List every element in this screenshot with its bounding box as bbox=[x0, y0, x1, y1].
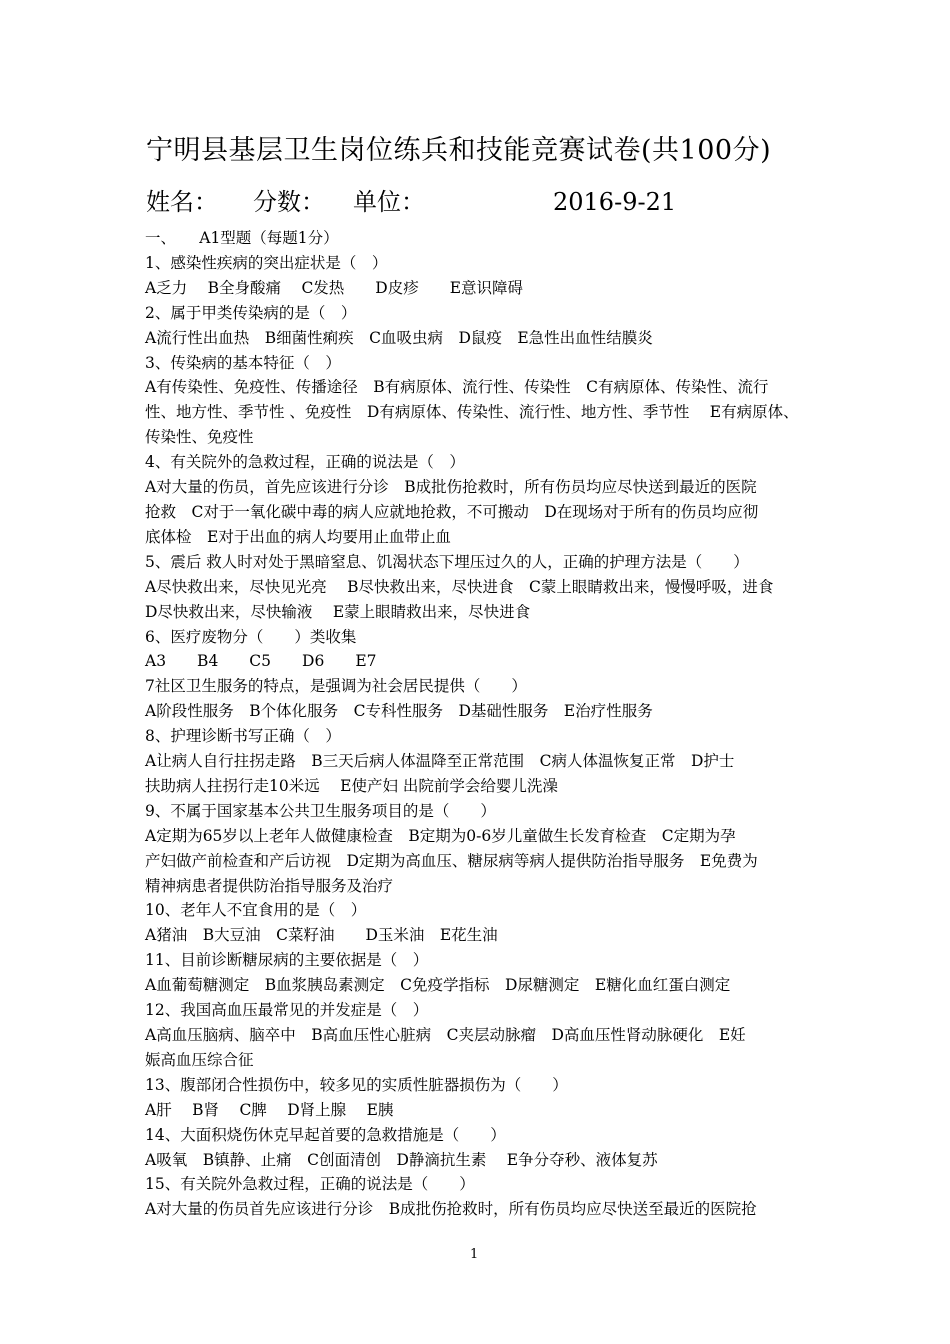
page-number: 1 bbox=[470, 1247, 479, 1262]
text-line: A肝 B肾 C脾 D肾上腺 E胰 bbox=[145, 1100, 394, 1119]
text-line: 12、我国高血压最常见的并发症是（ ） bbox=[145, 1001, 429, 1020]
score-label: 分数： bbox=[253, 188, 325, 216]
text-line: A对大量的伤员，首先应该进行分诊 B成批伤抢救时，所有伤员均应尽快送到最近的医院 bbox=[145, 478, 757, 497]
text-line: 11、目前诊断糖尿病的主要依据是（ ） bbox=[145, 951, 429, 970]
text-line: 8、护理诊断书写正确（ ） bbox=[145, 727, 341, 746]
text-line: 10、老年人不宜食用的是（ ） bbox=[145, 901, 367, 920]
text-line: D尽快救出来，尽快输液 E蒙上眼睛救出来，尽快进食 bbox=[145, 602, 531, 621]
exam-date: 2016-9-21 bbox=[553, 188, 677, 216]
text-line: 3、传染病的基本特征（ ） bbox=[145, 353, 341, 372]
text-line: A阶段性服务 B个体化服务 C专科性服务 D基础性服务 E治疗性服务 bbox=[145, 702, 653, 721]
text-line: A有传染性、免疫性、传播途径 B有病原体、流行性、传染性 C有病原体、传染性、流行 bbox=[145, 378, 769, 397]
text-line: A乏力 B全身酸痛 C发热 D皮疹 E意识障碍 bbox=[145, 278, 524, 297]
text-line: 性、地方性、季节性 、免疫性 D有病原体、传染性、流行性、地方性、季节性 E有病原体、 bbox=[145, 403, 799, 422]
text-line: 底体检 E对于出血的病人均要用止血带止血 bbox=[145, 527, 451, 546]
text-line: A流行性出血热 B细菌性痢疾 C血吸虫病 D鼠疫 E急性出血性结膜炎 bbox=[145, 328, 653, 347]
text-line: 2、属于甲类传染病的是（ ） bbox=[145, 303, 357, 322]
text-line: 传染性、免疫性 bbox=[145, 428, 254, 447]
text-line: A高血压脑病、脑卒中 B高血压性心脏病 C夹层动脉瘤 D高血压性肾动脉硬化 E妊 bbox=[145, 1026, 746, 1044]
text-line: 15、有关院外急救过程，正确的说法是（ ） bbox=[145, 1175, 475, 1194]
text-line: 9、不属于国家基本公共卫生服务项目的是（ ） bbox=[145, 801, 496, 820]
section-heading: 一、 A1型题（每题1分） bbox=[145, 229, 339, 247]
text-line: 6、医疗废物分（ ）类收集 bbox=[145, 627, 357, 646]
text-line: A吸氧 B镇静、止痛 C创面清创 D静滴抗生素 E争分夺秒、液体复苏 bbox=[145, 1150, 658, 1169]
text-line: 娠高血压综合征 bbox=[145, 1050, 254, 1069]
text-line: A血葡萄糖测定 B血浆胰岛素测定 C免疫学指标 D尿糖测定 E糖化血红蛋白测定 bbox=[145, 976, 731, 995]
text-line: 精神病患者提供防治指导服务及治疗 bbox=[145, 876, 394, 895]
name-label: 姓名： bbox=[146, 188, 218, 216]
text-line: 13、腹部闭合性损伤中，较多见的实质性脏器损伤为（ ） bbox=[145, 1075, 568, 1094]
text-line: 7社区卫生服务的特点，是强调为社会居民提供（ ） bbox=[145, 677, 527, 696]
exam-meta bbox=[146, 182, 676, 217]
exam-title: 宁明县基层卫生岗位练兵和技能竞赛试卷(共100分) bbox=[146, 135, 772, 166]
text-line: A尽快救出来，尽快见光亮 B尽快救出来，尽快进食 C蒙上眼睛救出来，慢慢呼吸，进食 bbox=[145, 577, 774, 596]
text-line: 扶助病人拄拐行走10米远 E使产妇 出院前学会给婴儿洗澡 bbox=[145, 776, 558, 795]
text-line: 抢救 C对于一氧化碳中毒的病人应就地抢救，不可搬动 D在现场对于所有的伤员均应彻 bbox=[145, 502, 759, 521]
text-line: A对大量的伤员首先应该进行分诊 B成批伤抢救时，所有伤员均应尽快送至最近的医院抢 bbox=[145, 1200, 757, 1219]
text-line: 1、感染性疾病的突出症状是（ ） bbox=[145, 253, 388, 272]
text-line: A让病人自行拄拐走路 B三天后病人体温降至正常范围 C病人体温恢复正常 D护士 bbox=[145, 752, 735, 771]
text-line: 5、震后 救人时对处于黑暗窒息、饥渴状态下埋压过久的人，正确的护理方法是（ ） bbox=[145, 552, 749, 571]
question-list bbox=[145, 251, 809, 1222]
text-line: 4、有关院外的急救过程，正确的说法是（ ） bbox=[145, 453, 465, 472]
text-line: 14、大面积烧伤休克早起首要的急救措施是（ ） bbox=[145, 1125, 506, 1144]
unit-label: 单位： bbox=[353, 188, 425, 216]
text-line: A3 B4 C5 D6 E7 bbox=[145, 652, 377, 671]
text-line: A定期为65岁以上老年人做健康检查 B定期为0-6岁儿童做生长发育检查 C定期为孕 bbox=[145, 826, 736, 845]
text-line: A猪油 B大豆油 C菜籽油 D玉米油 E花生油 bbox=[145, 926, 498, 945]
exam-body bbox=[145, 226, 809, 1222]
text-line: 产妇做产前检查和产后访视 D定期为高血压、糖尿病等病人提供防治指导服务 E免费为 bbox=[145, 851, 758, 870]
